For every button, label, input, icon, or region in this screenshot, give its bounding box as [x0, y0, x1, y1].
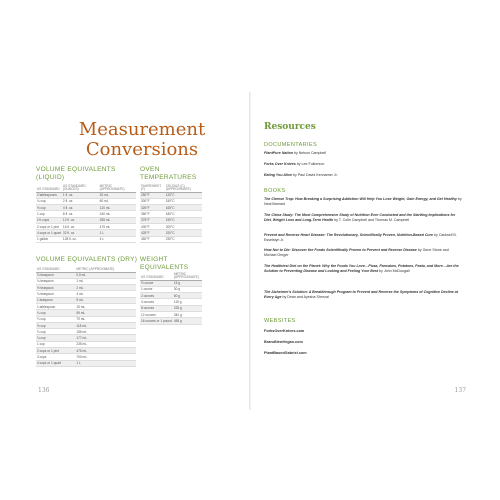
volume-dry-table: [36, 264, 136, 367]
table-cell: 450°F: [140, 236, 165, 242]
table-cell: 220°C: [165, 230, 202, 236]
table-cell: 1 mL: [75, 278, 136, 284]
table-cell: 60 g: [173, 293, 202, 299]
table-cell: 2 cups or 1 pint: [36, 348, 75, 354]
table-cell: 190°C: [165, 217, 202, 223]
page-number-left: 136: [38, 387, 50, 394]
table-cell: 128 fl. oz.: [62, 236, 99, 242]
table-cell: 32 fl. oz.: [62, 230, 99, 236]
reference-title: How Not to Die: Discover the Foods Scientifically Proven to Prevent and Reverse Disease: [264, 248, 417, 252]
table-cell: 5 mL: [75, 297, 136, 303]
table-cell: 4 fl. oz.: [62, 205, 99, 211]
weight-equivalents-table: [140, 272, 202, 325]
page-number-right: 137: [454, 387, 466, 394]
table-cell: 340 g: [173, 311, 202, 317]
books-heading: BOOKS: [264, 188, 286, 194]
table-cell: ⅔ cup: [36, 329, 75, 335]
table-cell: 4 cups or 1 quart: [36, 360, 75, 366]
table-cell: 400°F: [140, 223, 165, 229]
table-cell: 2 tablespoons: [36, 192, 62, 198]
volume-liquid-table: [36, 184, 136, 243]
table-cell: ½ teaspoon: [36, 285, 75, 291]
table-cell: ½ cup: [36, 205, 62, 211]
reference-item: [264, 162, 462, 167]
column-header: METRIC (APPROXIMATE): [75, 264, 136, 272]
right-page: [250, 92, 472, 410]
table-cell: 150°C: [165, 198, 202, 204]
reference-item: [264, 213, 462, 222]
table-cell: ½ cup: [36, 322, 75, 328]
reference-title: The Healthiest Diet on the Planet: Why the Foods You Love—Pizza, Pancakes, Potatoes, Pasta, and More—Are the Solution to Preventing Disease and Looking and Feeling Your Best: [264, 264, 459, 273]
table-cell: 60 mL: [99, 198, 136, 204]
table-cell: 8 fl. oz.: [62, 211, 99, 217]
reference-author: by T. Colin Campbell and Thomas M. Campbell: [333, 217, 410, 222]
table-cell: 4 L: [99, 236, 136, 242]
table-cell: 4 mL: [75, 291, 136, 297]
table-cell: 180°C: [165, 211, 202, 217]
weight-equivalents-heading: WEIGHT EQUIVALENTS: [140, 256, 189, 271]
table-cell: ½ ounce: [140, 280, 173, 286]
table-cell: 0.5 mL: [75, 272, 136, 278]
page-title: [52, 120, 232, 160]
table-cell: 1 L: [75, 360, 136, 366]
column-header: US STANDARD: [36, 184, 62, 192]
table-cell: 2 ounces: [140, 293, 173, 299]
table-cell: 30 g: [173, 286, 202, 292]
table-header-row: [36, 184, 136, 192]
table-cell: 30 mL: [99, 192, 136, 198]
table-cell: 120°C: [165, 192, 202, 198]
volume-liquid-heading: VOLUME EQUIVALENTS (LIQUID): [36, 166, 116, 181]
table-cell: 2 cups or 1 pint: [36, 223, 62, 229]
reference-title: Prevent and Reverse Heart Disease: The Revolutionary, Scientifically Proven, Nutrition-Based Cure: [264, 233, 434, 237]
table-cell: ¼ cup: [36, 310, 75, 316]
table-row: [140, 318, 202, 324]
table-header-row: [140, 272, 202, 280]
reference-title: The China Study: The Most Comprehensive Study of Nutrition Ever Conducted and the Startling Implications for Diet, Weight Loss and Long-Term Health: [264, 213, 456, 222]
reference-title: The Alzheimer's Solution: A Breakthrough Program to Prevent and Reverse the Symptoms of Cognitive Decline at Every Age: [264, 290, 458, 299]
table-cell: 240 mL: [99, 211, 136, 217]
table-cell: 1 teaspoon: [36, 297, 75, 303]
reference-author: by Lee Fulkerson: [295, 162, 325, 166]
left-page: [28, 92, 250, 410]
table-cell: 425°F: [140, 230, 165, 236]
table-cell: 1 gallon: [36, 236, 62, 242]
oven-temperatures-table: [140, 184, 202, 243]
column-header: US STANDARD (OUNCES): [62, 184, 99, 192]
volume-dry-heading: VOLUME EQUIVALENTS (DRY): [36, 256, 138, 263]
table-cell: ¼ teaspoon: [36, 278, 75, 284]
table-row: [36, 360, 136, 366]
table-cell: 177 mL: [75, 335, 136, 341]
table-cell: 1½ cups: [36, 217, 62, 223]
title-line-2: Conversions: [85, 139, 199, 160]
reference-item: [264, 248, 462, 257]
table-cell: 475 mL: [75, 348, 136, 354]
table-cell: 475 mL: [99, 223, 136, 229]
reference-item: [264, 173, 462, 178]
reference-author: by Nelson Campbell: [292, 151, 327, 155]
reference-item: [264, 290, 462, 299]
table-cell: 2 fl. oz.: [62, 198, 99, 204]
table-cell: 118 mL: [75, 322, 136, 328]
table-cell: 1 cup: [36, 211, 62, 217]
table-cell: 300°F: [140, 198, 165, 204]
table-cell: ⅓ cup: [36, 316, 75, 322]
column-header: US STANDARD: [140, 272, 173, 280]
table-header-row: [140, 184, 202, 192]
table-cell: ¾ teaspoon: [36, 291, 75, 297]
column-header: FAHRENHEIT (F): [140, 184, 165, 192]
table-cell: 4 ounces: [140, 299, 173, 305]
table-header-row: [36, 264, 136, 272]
column-header: METRIC (APPROXIMATE): [99, 184, 136, 192]
table-cell: 350°F: [140, 211, 165, 217]
table-cell: 59 mL: [75, 310, 136, 316]
table-cell: 12 fl. oz.: [62, 217, 99, 223]
table-cell: 3 cups: [36, 354, 75, 360]
website-link[interactable]: ForksOverKnives.com: [264, 329, 305, 333]
table-cell: ¼ cup: [36, 198, 62, 204]
reference-item: [264, 197, 462, 206]
reference-item: [264, 151, 462, 156]
table-cell: 16 ounces or 1 pound: [141, 318, 172, 323]
table-cell: 4 cups or 1 quart: [37, 230, 61, 235]
table-cell: 1 tablespoon: [36, 303, 75, 309]
table-cell: 16 fl. oz.: [62, 223, 99, 229]
table-cell: 700 mL: [75, 354, 136, 360]
resources-title: Resources: [264, 122, 316, 132]
table-cell: 235 mL: [75, 341, 136, 347]
reference-author: by Paul David Kennamer Jr.: [292, 173, 338, 177]
reference-author: by Gene Stone and Michael Greger: [264, 248, 449, 257]
table-cell: 200°C: [165, 223, 202, 229]
table-cell: 455 g: [173, 318, 202, 324]
table-cell: ⅛ teaspoon: [36, 272, 75, 278]
table-cell: 1 L: [99, 230, 136, 236]
website-link[interactable]: PlantBasedGabriel.com: [264, 351, 307, 355]
reference-title: Forks Over Knives: [264, 162, 296, 166]
reference-item: [264, 233, 462, 242]
table-cell: 79 mL: [75, 316, 136, 322]
table-row: [36, 236, 136, 242]
table-cell: 8 ounces: [140, 305, 173, 311]
table-cell: 1 cup: [36, 341, 75, 347]
table-cell: 250°F: [140, 192, 165, 198]
table-cell: 355 mL: [99, 217, 136, 223]
table-cell: 15 mL: [75, 303, 136, 309]
reference-author: by Caldwell B. Esselstyn Jr.: [264, 233, 457, 242]
table-cell: 325°F: [140, 205, 165, 211]
table-cell: 1 ounce: [140, 286, 173, 292]
table-cell: 165°C: [165, 205, 202, 211]
website-link[interactable]: BrandNewVegan.com: [264, 340, 303, 344]
reference-title: The Cheese Trap: How Breaking a Surprising Addiction Will Help You Lose Weight, Gain Energy, and Get Healthy: [264, 197, 457, 201]
table-row: [140, 236, 202, 242]
table-cell: 15 g: [173, 280, 202, 286]
reference-author: by Neal Barnard: [264, 197, 462, 206]
websites-heading: WEBSITES: [264, 318, 296, 324]
table-cell: 12 ounces: [140, 311, 173, 317]
oven-temperatures-heading: OVEN TEMPERATURES: [140, 166, 197, 181]
title-line-1: Measurement: [78, 119, 206, 140]
column-header: US STANDARD: [36, 264, 75, 272]
table-cell: 115 g: [173, 299, 202, 305]
table-cell: 2 mL: [75, 285, 136, 291]
book-gutter: [249, 92, 251, 410]
table-cell: 120 mL: [99, 205, 136, 211]
table-cell: 225 g: [173, 305, 202, 311]
documentaries-heading: DOCUMENTARIES: [264, 142, 318, 148]
table-cell: 156 mL: [75, 329, 136, 335]
reference-title: Eating You Alive: [264, 173, 293, 177]
table-cell: 375°F: [140, 217, 165, 223]
table-cell: ¾ cup: [36, 335, 75, 341]
table-cell: 1 fl. oz.: [62, 192, 99, 198]
reference-title: PlantPure Nation: [264, 151, 293, 155]
reference-author: by John McDougall: [378, 268, 410, 273]
column-header: METRIC (APPROXIMATE): [173, 272, 202, 280]
table-cell: 230°C: [165, 236, 202, 242]
reference-item: [264, 264, 462, 273]
reference-author: by Dean and Ayesha Sherzai: [281, 294, 329, 299]
column-header: CELSIUS (C) (APPROXIMATE): [165, 184, 202, 192]
